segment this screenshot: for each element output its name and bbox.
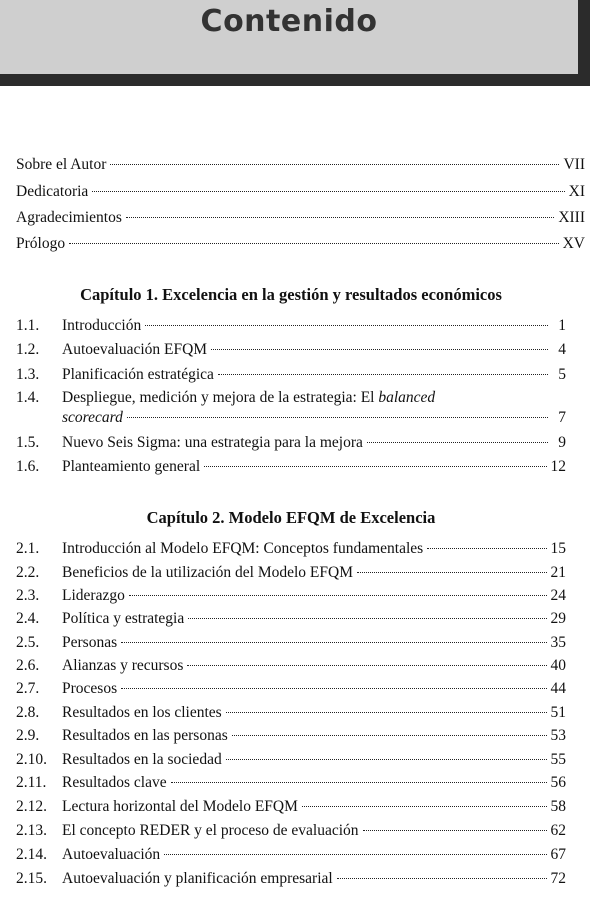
toc-section-2-12[interactable] — [16, 798, 566, 816]
dot-leader — [427, 548, 546, 549]
section-title: Nuevo Seis Sigma: una estrategia para la mejora — [62, 434, 363, 451]
section-page: 21 — [550, 564, 566, 581]
toc-entry-title: Dedicatoria — [16, 183, 89, 200]
toc-section-2-6[interactable] — [16, 657, 566, 675]
section-page: 9 — [558, 434, 566, 451]
section-page: 51 — [550, 704, 566, 721]
section-number: 2.4. — [16, 610, 40, 627]
section-number: 2.10. — [16, 751, 47, 768]
section-title: Autoevaluación y planificación empresarial — [62, 870, 333, 887]
toc-section-1-1[interactable] — [16, 317, 566, 335]
section-title-italic: balanced — [378, 389, 436, 406]
dot-leader — [302, 806, 547, 807]
toc-section-2-1[interactable] — [16, 540, 566, 558]
section-title: Planificación estratégica — [62, 366, 214, 383]
dot-leader — [188, 618, 546, 619]
toc-section-1-3[interactable] — [16, 366, 566, 384]
section-title: Planteamiento general — [62, 458, 201, 475]
section-page: 4 — [558, 341, 566, 358]
section-title: Autoevaluación — [62, 846, 161, 863]
section-page: 53 — [550, 727, 566, 744]
dot-leader — [204, 466, 546, 467]
section-page: 1 — [558, 317, 566, 334]
dot-leader — [187, 665, 546, 666]
chapter-1-heading[interactable]: Capítulo 1. Excelencia en la gestión y resultados económicos — [80, 285, 502, 304]
section-number: 2.2. — [16, 564, 40, 581]
section-number: 2.3. — [16, 587, 40, 604]
section-title: Resultados clave — [62, 774, 167, 791]
section-page: 72 — [550, 870, 566, 887]
toc-entry-prologo[interactable] — [16, 235, 585, 253]
section-number: 2.7. — [16, 680, 40, 697]
toc-section-1-6[interactable] — [16, 458, 566, 476]
toc-section-2-9[interactable] — [16, 727, 566, 745]
section-page: 67 — [550, 846, 566, 863]
dot-leader — [69, 243, 559, 244]
section-number: 2.6. — [16, 657, 40, 674]
toc-entry-dedicatoria[interactable] — [16, 183, 585, 201]
toc-section-2-4[interactable] — [16, 610, 566, 628]
dot-leader — [121, 688, 546, 689]
section-title: Política y estrategia — [62, 610, 185, 627]
section-page: 29 — [550, 610, 566, 627]
section-number: 2.11. — [16, 774, 47, 791]
section-page: 7 — [558, 409, 566, 426]
toc-entry-sobre-el-autor[interactable] — [16, 156, 585, 174]
chapter-2-heading[interactable]: Capítulo 2. Modelo EFQM de Excelencia — [146, 508, 436, 527]
dot-leader — [164, 854, 546, 855]
dot-leader — [126, 217, 554, 218]
dot-leader — [367, 442, 548, 443]
toc-entry-page: XI — [568, 183, 585, 200]
dot-leader — [226, 712, 547, 713]
section-page: 55 — [550, 751, 566, 768]
toc-entry-title: Sobre el Autor — [16, 156, 107, 173]
toc-entry-page: XIII — [558, 209, 585, 226]
section-title: Introducción — [62, 317, 142, 334]
section-number: 1.5. — [16, 434, 40, 451]
section-title-line2 — [62, 408, 566, 428]
section-number: 1.1. — [16, 317, 40, 334]
section-title: Procesos — [62, 680, 118, 697]
toc-entry-title: Agradecimientos — [16, 209, 122, 226]
section-page: 24 — [550, 587, 566, 604]
dot-leader — [226, 759, 547, 760]
section-number: 2.13. — [16, 822, 47, 839]
section-title: Introducción al Modelo EFQM: Conceptos fundamentales — [62, 540, 424, 557]
dot-leader — [357, 572, 547, 573]
section-title-line1 — [62, 388, 435, 408]
toc-section-2-2[interactable] — [16, 564, 566, 582]
section-page: 56 — [550, 774, 566, 791]
dot-leader — [121, 642, 546, 643]
section-number: 2.12. — [16, 798, 47, 815]
dot-leader — [337, 878, 547, 879]
section-title: Resultados en los clientes — [62, 704, 222, 721]
section-number: 1.6. — [16, 458, 40, 475]
section-number: 2.1. — [16, 540, 40, 557]
dot-leader — [363, 830, 547, 831]
dot-leader — [110, 164, 559, 165]
section-title: Resultados en las personas — [62, 727, 228, 744]
section-page: 15 — [550, 540, 566, 557]
dot-leader — [129, 595, 547, 596]
section-title: Beneficios de la utilización del Modelo EFQM — [62, 564, 353, 581]
toc-section-2-7[interactable] — [16, 680, 566, 698]
dot-leader — [211, 349, 548, 350]
section-number: 1.3. — [16, 366, 40, 383]
dot-leader — [232, 735, 547, 736]
toc-entry-page: XV — [562, 235, 585, 252]
section-number: 2.8. — [16, 704, 40, 721]
toc-section-2-8[interactable] — [16, 704, 566, 722]
section-number: 1.2. — [16, 341, 40, 358]
section-title: Personas — [62, 634, 118, 651]
section-page: 40 — [550, 657, 566, 674]
section-title-italic: scorecard — [62, 409, 123, 426]
section-page: 44 — [550, 680, 566, 697]
section-page: 5 — [558, 366, 566, 383]
section-number: 2.14. — [16, 846, 47, 863]
section-number: 2.15. — [16, 870, 47, 887]
dot-leader — [127, 417, 548, 418]
page-title: Contenido — [200, 4, 378, 39]
toc-section-2-14[interactable] — [16, 846, 566, 864]
dot-leader — [145, 325, 548, 326]
section-page: 58 — [550, 798, 566, 815]
dot-leader — [218, 374, 548, 375]
dot-leader — [92, 191, 564, 192]
section-title: El concepto REDER y el proceso de evaluación — [62, 822, 359, 839]
toc-section-1-5[interactable] — [16, 434, 566, 452]
section-title: Liderazgo — [62, 587, 125, 604]
section-number: 1.4. — [16, 389, 40, 406]
toc-section-2-11[interactable] — [16, 774, 566, 792]
section-page: 12 — [550, 458, 566, 475]
toc-entry-page: VII — [563, 156, 585, 173]
toc-entry-title: Prólogo — [16, 235, 66, 252]
toc-section-2-15[interactable] — [16, 870, 566, 888]
dot-leader — [171, 782, 547, 783]
section-title: Autoevaluación EFQM — [62, 341, 208, 358]
toc-section-1-2[interactable] — [16, 341, 566, 359]
section-page: 62 — [550, 822, 566, 839]
page-header — [0, 0, 590, 86]
section-page: 35 — [550, 634, 566, 651]
section-title: Alianzas y recursos — [62, 657, 184, 674]
section-number: 2.9. — [16, 727, 40, 744]
toc-section-2-10[interactable] — [16, 751, 566, 769]
toc-section-2-5[interactable] — [16, 634, 566, 652]
toc-section-2-13[interactable] — [16, 822, 566, 840]
toc-section-2-3[interactable] — [16, 587, 566, 605]
toc-entry-agradecimientos[interactable] — [16, 209, 585, 227]
toc-section-1-4[interactable] — [16, 388, 566, 430]
section-title-text: Despliegue, medición y mejora de la estrategia: El — [62, 389, 375, 406]
section-number: 2.5. — [16, 634, 40, 651]
section-title: Lectura horizontal del Modelo EFQM — [62, 798, 298, 815]
section-title: Resultados en la sociedad — [62, 751, 222, 768]
